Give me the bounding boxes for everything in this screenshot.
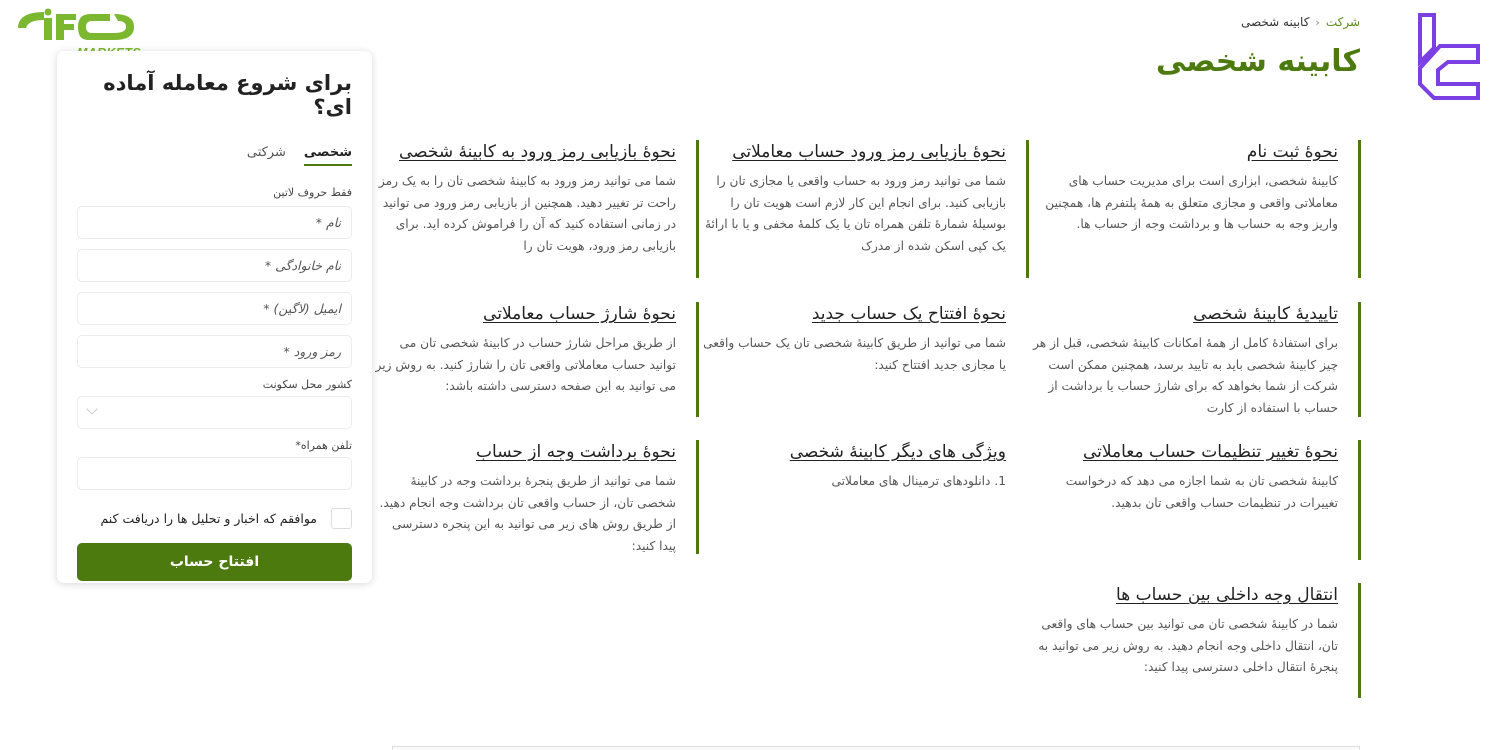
latin-only-hint: فقط حروف لاتین bbox=[273, 186, 352, 199]
article-body: کابینهٔ شخصی تان به شما اجازه می دهد که درخواست تغییرات در تنظیمات حساب واقعی تان بدهید. bbox=[1065, 474, 1338, 510]
article-body: شما در کابینهٔ شخصی تان می توانید بین حساب های واقعی تان، انتقال داخلی وجه انجام دهید. به روش زیر می توانید به پنجرهٔ انتقال داخلی دسترسی پیدا کنید: bbox=[1038, 617, 1338, 674]
article-link[interactable]: نحوهٔ تغییر تنظیمات حساب معاملاتی bbox=[1082, 442, 1338, 462]
phone-label: تلفن همراه* bbox=[295, 439, 352, 452]
email-input[interactable]: ایمیل (لاگین) * bbox=[77, 292, 352, 325]
article-link[interactable]: نحوهٔ افتتاح یک حساب جدید bbox=[811, 304, 1006, 324]
breadcrumb-current: کابینه شخصی bbox=[1241, 15, 1310, 29]
article-link[interactable]: انتقال وجه داخلی بین حساب ها bbox=[1116, 585, 1338, 605]
article-link[interactable]: نحوهٔ بازیابی رمز ورود حساب معاملاتی bbox=[732, 142, 1006, 162]
article-body: شما می توانید رمز ورود به کابینهٔ شخصی تان را به یک رمز راحت تر تغییر دهید. همچنین از بازیابی رمز ورود می توانید در زمانی استفاده کنید که آن را فراموش کرده اید. برای بازیابی رمز ورود، هویت تان را bbox=[378, 174, 676, 253]
article-link[interactable]: ویژگی های دیگر کابینهٔ شخصی bbox=[789, 442, 1006, 462]
article-link[interactable]: تاییدیهٔ کابینهٔ شخصی bbox=[1193, 304, 1338, 324]
consent-label: موافقم که اخبار و تحلیل ها را دریافت کنم bbox=[100, 511, 317, 526]
article-card bbox=[1031, 583, 1361, 698]
article-card bbox=[374, 440, 699, 554]
article-body: 1. دانلودهای ترمینال های معاملاتی bbox=[831, 474, 1006, 488]
breadcrumb bbox=[1241, 15, 1360, 29]
tab-corporate[interactable]: شرکتی bbox=[246, 145, 286, 160]
country-select[interactable] bbox=[77, 396, 352, 429]
article-card bbox=[696, 140, 1029, 278]
ifc-logo-icon bbox=[14, 4, 138, 48]
consent-checkbox[interactable] bbox=[331, 508, 352, 529]
article-body: شما می توانید از طریق پنجرهٔ برداشت وجه در کابینهٔ شخصی تان، از حساب واقعی تان برداشت وجه انجام دهید. از طریق روش های زیر می توانید به این پنجره دسترسی پیدا کنید: bbox=[379, 474, 676, 553]
article-card bbox=[696, 302, 1029, 378]
article-card bbox=[1031, 140, 1361, 278]
open-account-button[interactable]: افتتاح حساب bbox=[77, 543, 352, 581]
account-type-tabs bbox=[77, 145, 352, 166]
breadcrumb-separator: ‹ bbox=[1315, 15, 1320, 29]
article-body: شما می توانید از طریق کابینهٔ شخصی تان یک حساب واقعی یا مجازی جدید افتتاح کنید: bbox=[703, 336, 1006, 372]
article-link[interactable]: نحوهٔ بازیابی رمز ورود به کابینهٔ شخصی bbox=[399, 142, 676, 162]
article-body: شما می توانید رمز ورود به حساب واقعی یا مجازی تان را بازیابی کنید. برای انجام این کار لازم است هویت تان را بوسیلهٔ شمارهٔ تلفن همراه تان یا یک کلمهٔ مخفی و یا با ارائهٔ یک کپی اسکن شده از مدرک bbox=[705, 174, 1006, 253]
article-body: از طریق مراحل شارژ حساب در کابینهٔ شخصی تان می توانید حساب معاملاتی واقعی تان را شارژ کنید. به روش زیر می توانید به این صفحه دسترسی داشته باشد: bbox=[375, 336, 676, 393]
password-input[interactable]: رمز ورود * bbox=[77, 335, 352, 368]
registration-form bbox=[57, 51, 372, 583]
first-name-input[interactable]: نام * bbox=[77, 206, 352, 239]
article-link[interactable]: نحوهٔ برداشت وجه از حساب bbox=[476, 442, 676, 462]
article-body: برای استفادهٔ کامل از همهٔ امکانات کابینهٔ شخصی، قبل از هر چیز کابینهٔ شخصی باید به تایید برسد، همچنین ممکن است شرکت از شما بخواهد که برای شارژ حساب یا برداشت از حساب با استفاده از کارت bbox=[1033, 336, 1338, 415]
brand-logo-icon bbox=[1416, 12, 1482, 104]
news-consent bbox=[77, 508, 352, 529]
article-link[interactable]: نحوهٔ شارژ حساب معاملاتی bbox=[483, 304, 676, 324]
form-title: برای شروع معامله آماده ای؟ bbox=[103, 71, 352, 119]
article-card bbox=[374, 302, 699, 417]
article-body: کابینهٔ شخصی، ابزاری است برای مدیریت حساب های معاملاتی واقعی و مجازی متعلق به همهٔ پلتفرم ها، همچنین واریز وجه به حساب ها و برداشت وجه از حساب ها. bbox=[1045, 174, 1338, 231]
article-card bbox=[696, 440, 1029, 494]
article-link[interactable]: نحوهٔ ثبت نام bbox=[1246, 142, 1338, 162]
tab-personal[interactable]: شخصی bbox=[304, 145, 352, 166]
page-title: کابینه شخصی bbox=[1155, 44, 1360, 79]
article-card bbox=[1031, 302, 1361, 417]
article-card bbox=[1031, 440, 1361, 560]
chevron-down-icon bbox=[86, 403, 97, 414]
article-card bbox=[374, 140, 699, 278]
bottom-section-edge bbox=[392, 746, 1360, 750]
phone-input[interactable] bbox=[77, 457, 352, 490]
country-label: کشور محل سکونت bbox=[262, 378, 352, 391]
breadcrumb-company-link[interactable]: شرکت bbox=[1325, 15, 1360, 29]
last-name-input[interactable]: نام خانوادگی * bbox=[77, 249, 352, 282]
